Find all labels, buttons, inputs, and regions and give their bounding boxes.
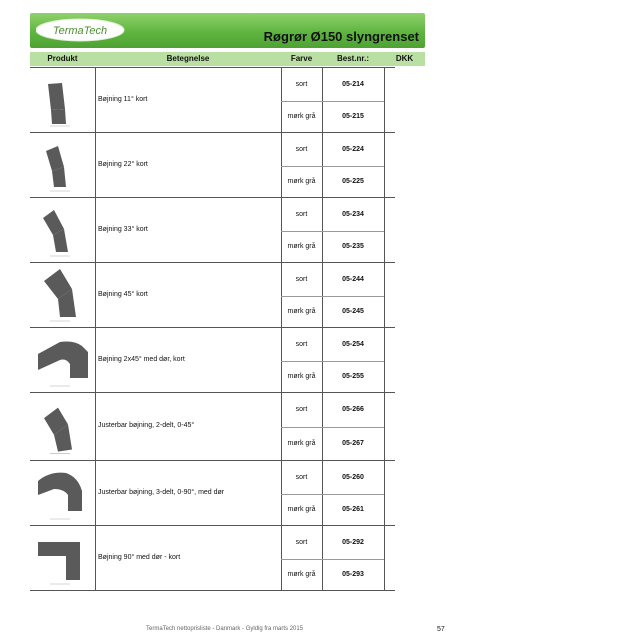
color-cell: sort xyxy=(295,276,308,283)
table-header xyxy=(30,52,425,66)
product-description: Justerbar bøjning, 3-delt, 0-90°, med dør xyxy=(98,489,225,496)
order-number-cell: 05-292 xyxy=(342,539,364,546)
pipe-bend-drawing xyxy=(30,68,95,133)
col-order-no: Best.nr.: xyxy=(336,54,369,63)
pipe-bend-drawing xyxy=(30,198,95,263)
color-cell: sort xyxy=(295,474,308,481)
pipe-bend-drawing xyxy=(30,263,95,328)
termatech-logo xyxy=(36,18,128,42)
title-banner xyxy=(30,13,425,48)
color-cell: mørk grå xyxy=(287,243,316,250)
order-number-cell: 05-244 xyxy=(342,276,364,283)
order-number-cell: 05-293 xyxy=(342,571,364,578)
product-description: Bøjning 90° med dør - kort xyxy=(98,554,181,561)
table-row xyxy=(30,262,395,328)
order-number-cell: 05-215 xyxy=(342,113,364,120)
table-row xyxy=(30,67,395,133)
table-row xyxy=(30,392,395,461)
order-number-cell: 05-245 xyxy=(342,308,364,315)
col-product: Produkt xyxy=(47,54,78,63)
order-number-cell: 05-255 xyxy=(342,373,364,380)
col-dkk: DKK xyxy=(395,54,414,63)
footer-text: TermaTech nettoprisliste - Danmark - Gyldig fra marts 2015 xyxy=(146,626,304,632)
product-description: Bøjning 11° kort xyxy=(98,96,148,103)
pipe-bend-drawing xyxy=(30,461,95,526)
pipe-bend-drawing xyxy=(30,526,95,591)
product-description: Bøjning 22° kort xyxy=(98,161,148,168)
col-description: Betegnelse xyxy=(166,54,210,63)
color-cell: sort xyxy=(295,146,308,153)
color-cell: sort xyxy=(295,81,308,88)
color-cell: mørk grå xyxy=(287,178,316,185)
product-description: Justerbar bøjning, 2-delt, 0-45° xyxy=(98,422,195,429)
color-cell: mørk grå xyxy=(287,373,316,380)
color-cell: mørk grå xyxy=(287,506,316,513)
table-row xyxy=(30,327,395,393)
color-cell: sort xyxy=(295,211,308,218)
order-number-cell: 05-261 xyxy=(342,506,364,513)
logo-text: TermaTech xyxy=(52,25,108,37)
table-row xyxy=(30,132,395,198)
order-number-cell: 05-260 xyxy=(342,474,364,481)
col-color: Farve xyxy=(290,54,313,63)
color-cell: mørk grå xyxy=(287,571,316,578)
pipe-bend-drawing xyxy=(30,328,95,393)
color-cell: sort xyxy=(295,341,308,348)
order-number-cell: 05-266 xyxy=(342,406,364,413)
color-cell: mørk grå xyxy=(287,440,316,447)
table-row xyxy=(30,525,395,591)
table-row xyxy=(30,197,395,263)
pipe-bend-drawing xyxy=(30,393,95,461)
order-number-cell: 05-254 xyxy=(342,341,364,348)
page-number: 57 xyxy=(437,626,445,633)
page-title: Røgrør Ø150 slyngrenset xyxy=(263,29,419,44)
order-number-cell: 05-235 xyxy=(342,243,364,250)
pipe-bend-drawing xyxy=(30,133,95,198)
color-cell: mørk grå xyxy=(287,113,316,120)
color-cell: sort xyxy=(295,539,308,546)
table-row xyxy=(30,460,395,526)
product-description: Bøjning 45° kort xyxy=(98,291,148,298)
product-description: Bøjning 2x45° med dør, kort xyxy=(98,356,185,363)
order-number-cell: 05-267 xyxy=(342,440,364,447)
color-cell: mørk grå xyxy=(287,308,316,315)
order-number-cell: 05-225 xyxy=(342,178,364,185)
color-cell: sort xyxy=(295,406,308,413)
order-number-cell: 05-224 xyxy=(342,146,364,153)
order-number-cell: 05-214 xyxy=(342,81,364,88)
table-bottom-border xyxy=(30,590,395,591)
order-number-cell: 05-234 xyxy=(342,211,364,218)
product-description: Bøjning 33° kort xyxy=(98,226,148,233)
